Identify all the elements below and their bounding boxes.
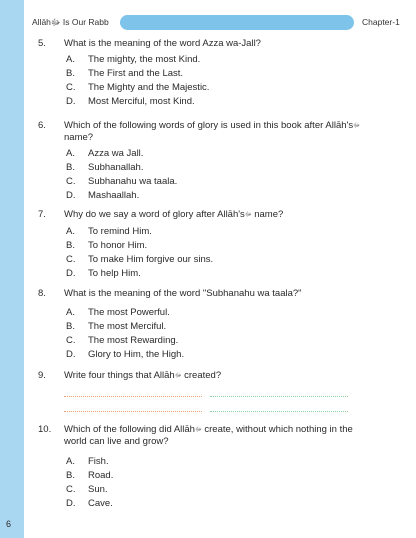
question-text-part: Why do we say a word of glory after Allāh's [64, 209, 245, 220]
running-header-title: Allāhﷻ Is Our Rabb [24, 15, 118, 30]
option-text: To make Him forgive our sins. [88, 254, 214, 265]
option-5d [0, 96, 416, 108]
question-text [64, 370, 364, 382]
honorific-mark: ﷻ [194, 427, 202, 433]
page-number: 6 [6, 519, 12, 529]
option-letter: A. [66, 456, 75, 467]
option-text: Glory to Him, the High. [88, 349, 185, 360]
option-7c [0, 254, 416, 266]
option-text: The most Powerful. [88, 307, 170, 318]
honorific-mark: ﷻ [353, 123, 360, 129]
option-8a [0, 307, 416, 319]
option-7b [0, 240, 416, 252]
question-line-1: Which of the following words of glory is used in this book after Allāh's [64, 120, 354, 131]
option-letter: D. [66, 96, 76, 107]
answer-line-4[interactable] [210, 411, 348, 412]
question-text [64, 120, 394, 144]
option-letter: C. [66, 82, 76, 93]
option-letter: B. [66, 68, 75, 79]
question-number: 5. [38, 38, 46, 49]
honorific-mark: ﷻ [244, 212, 252, 218]
option-text: Mashaallah. [88, 190, 140, 201]
option-letter: D. [66, 190, 76, 201]
question-text-part: name? [251, 209, 284, 220]
option-8b [0, 321, 416, 333]
question-number: 8. [38, 288, 46, 299]
option-letter: D. [66, 349, 76, 360]
question-text-part: Write four things that Allāh [64, 370, 175, 381]
question-text-part: created? [181, 370, 222, 381]
honorific-mark: ﷻ [174, 373, 182, 379]
option-letter: C. [66, 254, 76, 265]
option-7d [0, 268, 416, 280]
option-letter: A. [66, 148, 75, 159]
option-letter: D. [66, 498, 76, 509]
option-10b [0, 470, 416, 482]
question-number: 9. [38, 370, 46, 381]
option-letter: B. [66, 162, 75, 173]
option-6c [0, 176, 416, 188]
option-letter: B. [66, 321, 75, 332]
option-6b [0, 162, 416, 174]
option-text: Road. [88, 470, 114, 481]
option-text: Subhanahu wa taala. [88, 176, 178, 187]
question-line-2: name? [64, 132, 94, 143]
option-text: The most Merciful. [88, 321, 167, 332]
header-bar [120, 15, 354, 30]
option-text: To help Him. [88, 268, 141, 279]
option-text: The most Rewarding. [88, 335, 179, 346]
option-letter: A. [66, 226, 75, 237]
option-text: To honor Him. [88, 240, 148, 251]
option-8d [0, 349, 416, 361]
option-6d [0, 190, 416, 202]
option-letter: B. [66, 470, 75, 481]
question-text-part: create, without which nothing in the [201, 424, 353, 435]
question-number: 7. [38, 209, 46, 220]
running-header-chapter: Chapter-1 [356, 15, 416, 30]
option-letter: C. [66, 484, 76, 495]
question-text [64, 209, 364, 221]
option-text: Fish. [88, 456, 109, 467]
option-letter: A. [66, 54, 75, 65]
question-line-2: world can live and grow? [64, 436, 169, 447]
question-number: 10. [38, 424, 52, 435]
answer-line-3[interactable] [64, 411, 202, 412]
question-text [64, 424, 394, 448]
question-text: What is the meaning of the word Azza wa-Jall? [64, 38, 261, 49]
option-letter: D. [66, 268, 76, 279]
option-10c [0, 484, 416, 496]
option-text: The mighty, the most Kind. [88, 54, 201, 65]
question-number: 6. [38, 120, 46, 131]
option-10d [0, 498, 416, 510]
answer-line-2[interactable] [210, 396, 348, 397]
option-6a [0, 148, 416, 160]
answer-line-1[interactable] [64, 396, 202, 397]
option-8c [0, 335, 416, 347]
option-letter: C. [66, 176, 76, 187]
option-text: To remind Him. [88, 226, 152, 237]
option-text: Subhanallah. [88, 162, 144, 173]
option-letter: B. [66, 240, 75, 251]
option-10a [0, 456, 416, 468]
option-text: The First and the Last. [88, 68, 184, 79]
option-letter: C. [66, 335, 76, 346]
option-5b [0, 68, 416, 80]
option-text: Most Merciful, most Kind. [88, 96, 195, 107]
question-text: What is the meaning of the word "Subhanahu wa taala?" [64, 288, 302, 299]
option-text: Cave. [88, 498, 113, 509]
option-text: Azza wa Jall. [88, 148, 144, 159]
option-text: The Mighty and the Majestic. [88, 82, 210, 93]
option-5c [0, 82, 416, 94]
option-7a [0, 226, 416, 238]
option-5a [0, 54, 416, 66]
option-text: Sun. [88, 484, 108, 495]
question-text-part: Which of the following did Allāh [64, 424, 195, 435]
option-letter: A. [66, 307, 75, 318]
